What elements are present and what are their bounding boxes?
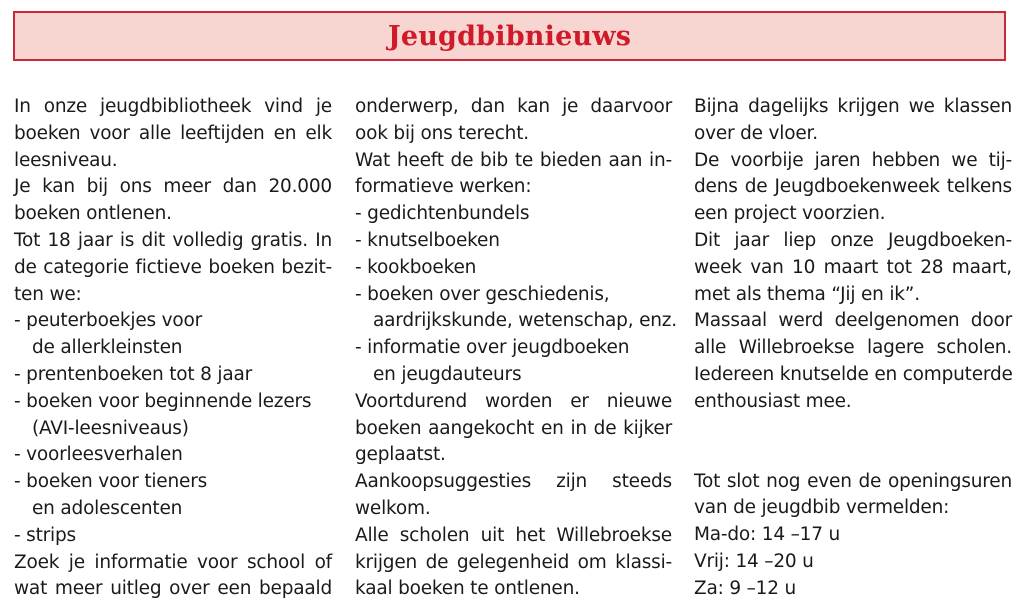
text-line: leesniveau. [14, 149, 118, 171]
text-line: Bijna dagelijks krijgen we klassen [694, 96, 1012, 117]
text-line: onderwerp, dan kan je daarvoor [355, 96, 672, 117]
text-line: - prentenboeken tot 8 jaar [14, 363, 253, 385]
text-line: met als thema “Jij en ik”. [694, 283, 920, 305]
text-line: Vrij: 14 –20 u [694, 550, 814, 572]
text-column-1 [14, 94, 332, 603]
text-line: de categorie fictieve boeken bezit- [14, 256, 332, 278]
text-line: ook bij ons terecht. [355, 122, 529, 144]
text-line: geplaatst. [355, 444, 446, 466]
text-line: boeken aangekocht en in de kijker [355, 417, 672, 439]
text-line: boeken voor alle leeftijden en elk [14, 122, 332, 144]
page-title: Jeugdbibnieuws [387, 20, 632, 52]
text-line: - peuterboekjes voor [14, 310, 203, 332]
text-line: - knutselboeken [355, 229, 500, 251]
text-line: formatieve werken: [355, 176, 532, 198]
text-line: krijgen de gelegenheid om klassi- [355, 551, 672, 573]
text-line: en jeugdauteurs [373, 363, 522, 385]
text-line: van de jeugdbib vermelden: [694, 497, 950, 519]
text-line: - gedichtenbundels [355, 203, 530, 225]
text-line: Massaal werd deelgenomen door [694, 310, 1012, 332]
text-line: week van 10 maart tot 28 maart, [694, 256, 1012, 278]
text-line: - voorleesverhalen [14, 444, 183, 466]
text-line: Je kan bij ons meer dan 20.000 [14, 176, 332, 198]
text-line: - kookboeken [355, 256, 477, 278]
text-line: Dit jaar liep onze Jeugdboeken- [694, 229, 1012, 251]
text-line: Alle scholen uit het Willebroekse [355, 524, 672, 546]
title-banner [13, 11, 1006, 61]
text-line: - strips [14, 524, 76, 546]
text-line: (AVI-leesniveaus) [32, 417, 189, 439]
text-line: De voorbije jaren hebben we tij- [694, 149, 1012, 171]
text-line: Voortdurend worden er nieuwe [355, 390, 672, 412]
text-line: In onze jeugdbibliotheek vind je [14, 96, 332, 117]
text-line: aardrijkskunde, wetenschap, enz. [373, 310, 677, 332]
text-line: Aankoopsuggesties zijn steeds [355, 471, 672, 493]
text-line: welkom. [355, 497, 431, 519]
text-line: - boeken voor tieners [14, 471, 208, 493]
text-line: Zoek je informatie voor school of [14, 551, 332, 573]
text-line: enthousiast mee. [694, 390, 852, 412]
text-line: kaal boeken te ontlenen. [355, 578, 580, 600]
text-line: de allerkleinsten [32, 337, 183, 359]
text-line: boeken ontlenen. [14, 203, 172, 225]
text-line: een project voorzien. [694, 203, 886, 225]
text-line: en adolescenten [32, 497, 183, 519]
text-column-3 [694, 94, 1012, 603]
text-line: Za: 9 –12 u [694, 577, 796, 599]
text-line: Wat heeft de bib te bieden aan in- [355, 149, 672, 171]
text-line: alle Willebroekse lagere scholen. [694, 337, 1012, 359]
text-line: ten we: [14, 283, 82, 305]
text-line: Ma-do: 14 –17 u [694, 524, 840, 546]
text-line: over de vloer. [694, 122, 818, 144]
text-line: dens de Jeugdboekenweek telkens [694, 176, 1012, 198]
text-line: Iedereen knutselde en computerde [694, 363, 1013, 385]
text-line: - boeken voor beginnende lezers [14, 390, 312, 412]
text-line: - boeken over geschiedenis, [355, 283, 610, 305]
paragraph-gap [694, 416, 1012, 469]
text-column-2 [355, 94, 677, 603]
text-line: Tot slot nog even de openingsuren [694, 470, 1012, 492]
text-line: wat meer uitleg over een bepaald [14, 578, 332, 600]
text-line: Tot 18 jaar is dit volledig gratis. In [14, 229, 332, 251]
text-line: - informatie over jeugdboeken [355, 337, 630, 359]
